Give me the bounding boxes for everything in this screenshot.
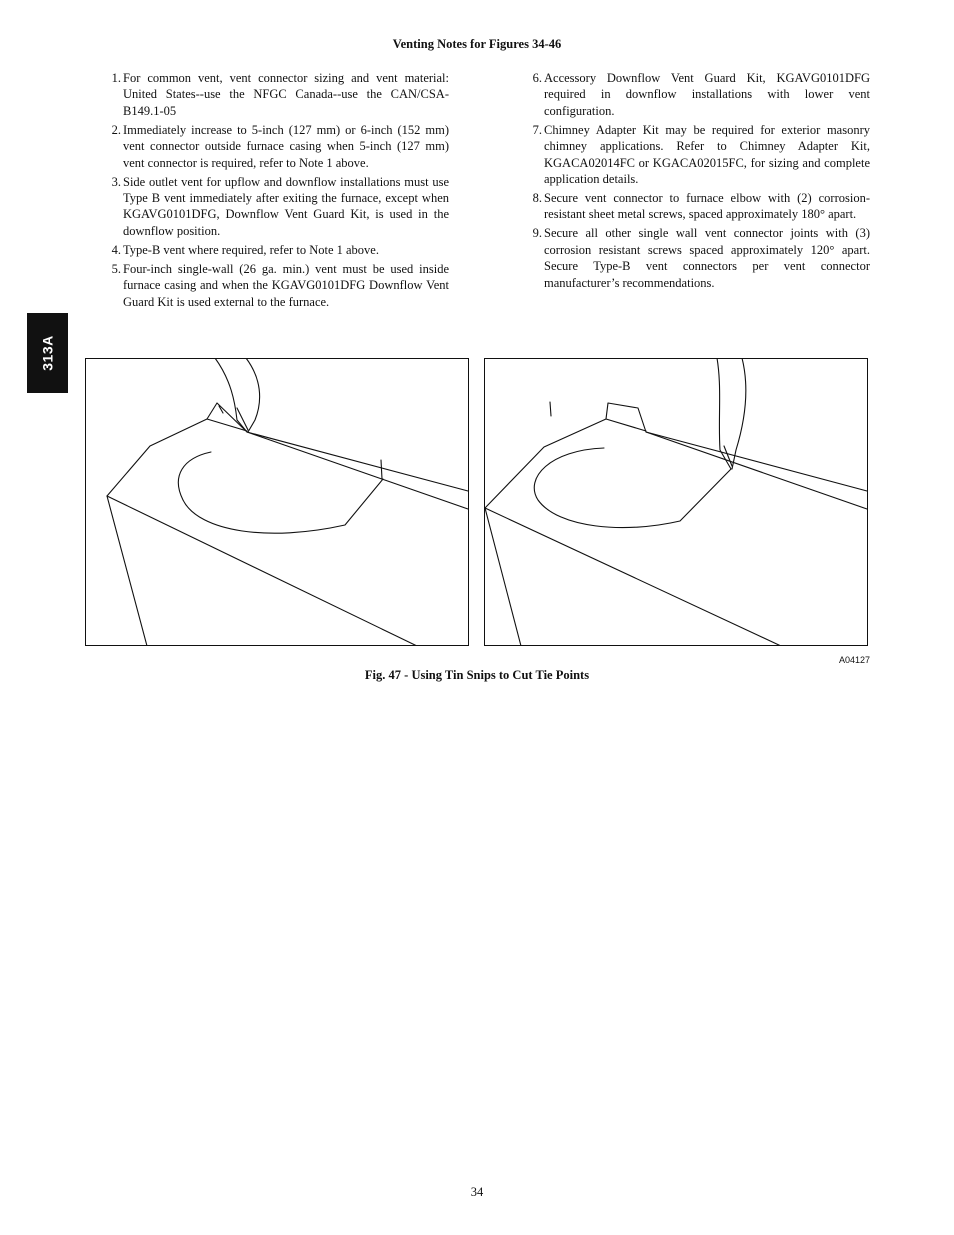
venting-notes-list-right [524, 70, 870, 291]
venting-notes-list-left [103, 70, 449, 310]
note-text: Accessory Downflow Vent Guard Kit, KGAVG0101DFG required in downflow installations with lower vent configuration. [544, 71, 870, 118]
note-text: Secure all other single wall vent connector joints with (3) corrosion resistant screws spaced approximately 120° apart. Secure Type-B vent connectors per vent connector manufacturer’s recommendations. [544, 226, 870, 290]
note-number: 4. [111, 242, 121, 257]
panel-border [485, 359, 868, 646]
note-number: 1. [111, 71, 121, 85]
tin-snips-cut-right-drawing [484, 358, 868, 646]
figure-caption: Fig. 47 - Using Tin Snips to Cut Tie Points [364, 668, 590, 682]
note-text: For common vent, vent connector sizing and vent material: United States--use the NFGC Canada--use the CAN/CSA-B149.1-05 [123, 71, 449, 118]
model-side-tab [27, 313, 68, 393]
figure-code: A04127 [838, 655, 870, 665]
note-item [103, 70, 449, 119]
note-item [524, 122, 870, 188]
note-text: Four-inch single-wall (26 ga. min.) vent must be used inside furnace casing and when the KGAVG0101DFG Downflow Vent Guard Kit is used external to the furnace. [123, 261, 449, 309]
note-number: 9. [532, 226, 542, 241]
notes-column-left [103, 70, 449, 313]
panel-border [86, 359, 469, 646]
note-item [524, 225, 870, 291]
note-text: Type-B vent where required, refer to Note 1 above. [123, 242, 379, 257]
notes-column-right [524, 70, 870, 294]
note-number: 7. [532, 122, 542, 137]
section-heading: Venting Notes for Figures 34-46 [392, 37, 562, 51]
page-number: 34 [470, 1185, 484, 1199]
note-number: 5. [111, 261, 121, 276]
note-number: 6. [532, 71, 542, 85]
note-text: Immediately increase to 5-inch (127 mm) or 6-inch (152 mm) vent connector outside furnace casing when 5-inch (127 mm) vent connector is required, refer to Note 1 above. [123, 122, 449, 170]
note-number: 3. [111, 174, 121, 189]
note-number: 2. [111, 122, 121, 137]
note-item [524, 190, 870, 223]
note-text: Chimney Adapter Kit may be required for exterior masonry chimney applications. Refer to Chimney Adapter Kit, KGACA02014FC or KGACA02015FC, for sizing and complete application details. [544, 122, 870, 187]
note-text: Secure vent connector to furnace elbow with (2) corrosion-resistant sheet metal screws, spaced approximately 180° apart. [544, 191, 870, 222]
model-side-tab-label: 313A [39, 335, 56, 371]
note-item [524, 70, 870, 119]
illustration-panel-right [484, 358, 868, 646]
illustration-panel-left [85, 358, 469, 646]
note-item [103, 122, 449, 171]
tin-snips-cut-left-drawing [85, 358, 469, 646]
note-item [103, 174, 449, 240]
note-text: Side outlet vent for upflow and downflow installations must use Type B vent immediately after exiting the furnace, except when KGAVG0101DFG, Downflow Vent Guard Kit, is used in the downflow position. [123, 174, 449, 238]
note-item [103, 261, 449, 310]
note-number: 8. [532, 191, 542, 206]
note-item [103, 242, 449, 258]
